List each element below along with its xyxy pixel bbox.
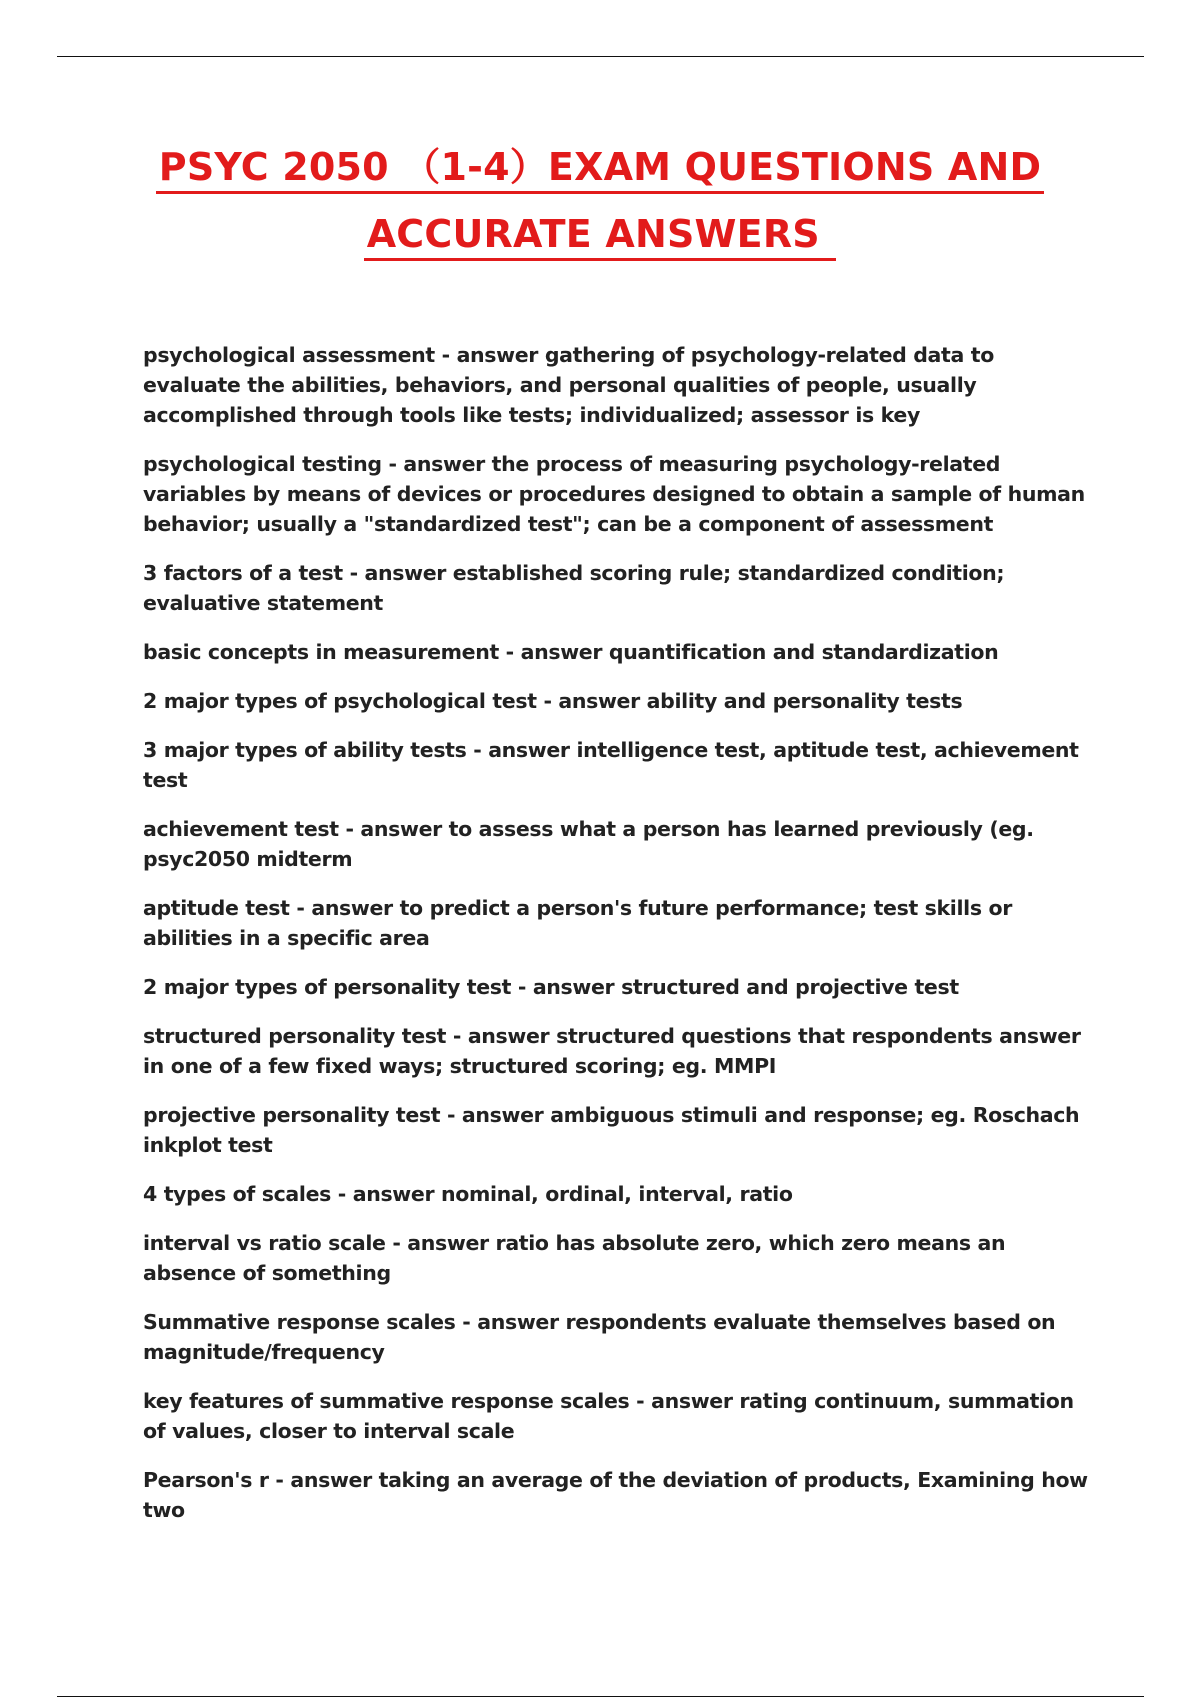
qa-entry-test-factors: 3 factors of a test - answer established scoring rule; standardized condition; evaluative statement (143, 561, 1005, 615)
top-rule (57, 56, 1144, 57)
qa-list (143, 340, 1093, 1544)
qa-entry-projective-personality-test: projective personality test - answer ambiguous stimuli and response; eg. Roschach inkplot test (143, 1103, 1080, 1157)
qa-entry-personality-test-types: 2 major types of personality test - answer structured and projective test (143, 975, 959, 999)
qa-entry-summative-response-scales: Summative response scales - answer respondents evaluate themselves based on magnitude/frequency (143, 1310, 1056, 1364)
title-line-1: PSYC 2050 （1-4）EXAM QUESTIONS AND (156, 148, 1044, 194)
qa-entry-structured-personality-test: structured personality test - answer structured questions that respondents answer in one of a few fixed ways; structured scoring; eg. MMPI (143, 1024, 1081, 1078)
qa-entry-ability-test-types: 3 major types of ability tests - answer intelligence test, aptitude test, achievement test (143, 738, 1079, 792)
qa-entry-pearsons-r: Pearson's r - answer taking an average of the deviation of products, Examining how two (143, 1468, 1088, 1522)
qa-entry-measurement-concepts: basic concepts in measurement - answer quantification and standardization (143, 640, 999, 664)
qa-entry-psychological-assessment: psychological assessment - answer gathering of psychology-related data to evaluate the abilities, behaviors, and personal qualities of people, usually accomplished through tools like tests; individualized; assessor is key (143, 343, 994, 427)
bottom-rule (57, 1696, 1144, 1697)
qa-entry-psych-test-types: 2 major types of psychological test - answer ability and personality tests (143, 689, 963, 713)
qa-entry-achievement-test: achievement test - answer to assess what a person has learned previously (eg. psyc2050 midterm (143, 817, 1034, 871)
qa-entry-aptitude-test: aptitude test - answer to predict a person's future performance; test skills or abilities in a specific area (143, 896, 1012, 950)
qa-entry-summative-features: key features of summative response scales - answer rating continuum, summation of values, closer to interval scale (143, 1389, 1074, 1443)
document-title (0, 145, 1200, 261)
qa-entry-interval-vs-ratio: interval vs ratio scale - answer ratio has absolute zero, which zero means an absence of something (143, 1231, 1006, 1285)
qa-entry-scale-types: 4 types of scales - answer nominal, ordinal, interval, ratio (143, 1182, 793, 1206)
title-line-2: ACCURATE ANSWERS (364, 215, 837, 261)
qa-entry-psychological-testing: psychological testing - answer the process of measuring psychology-related variables by means of devices or procedures designed to obtain a sample of human behavior; usually a "standardized test"; can be a component of assessment (143, 452, 1085, 536)
